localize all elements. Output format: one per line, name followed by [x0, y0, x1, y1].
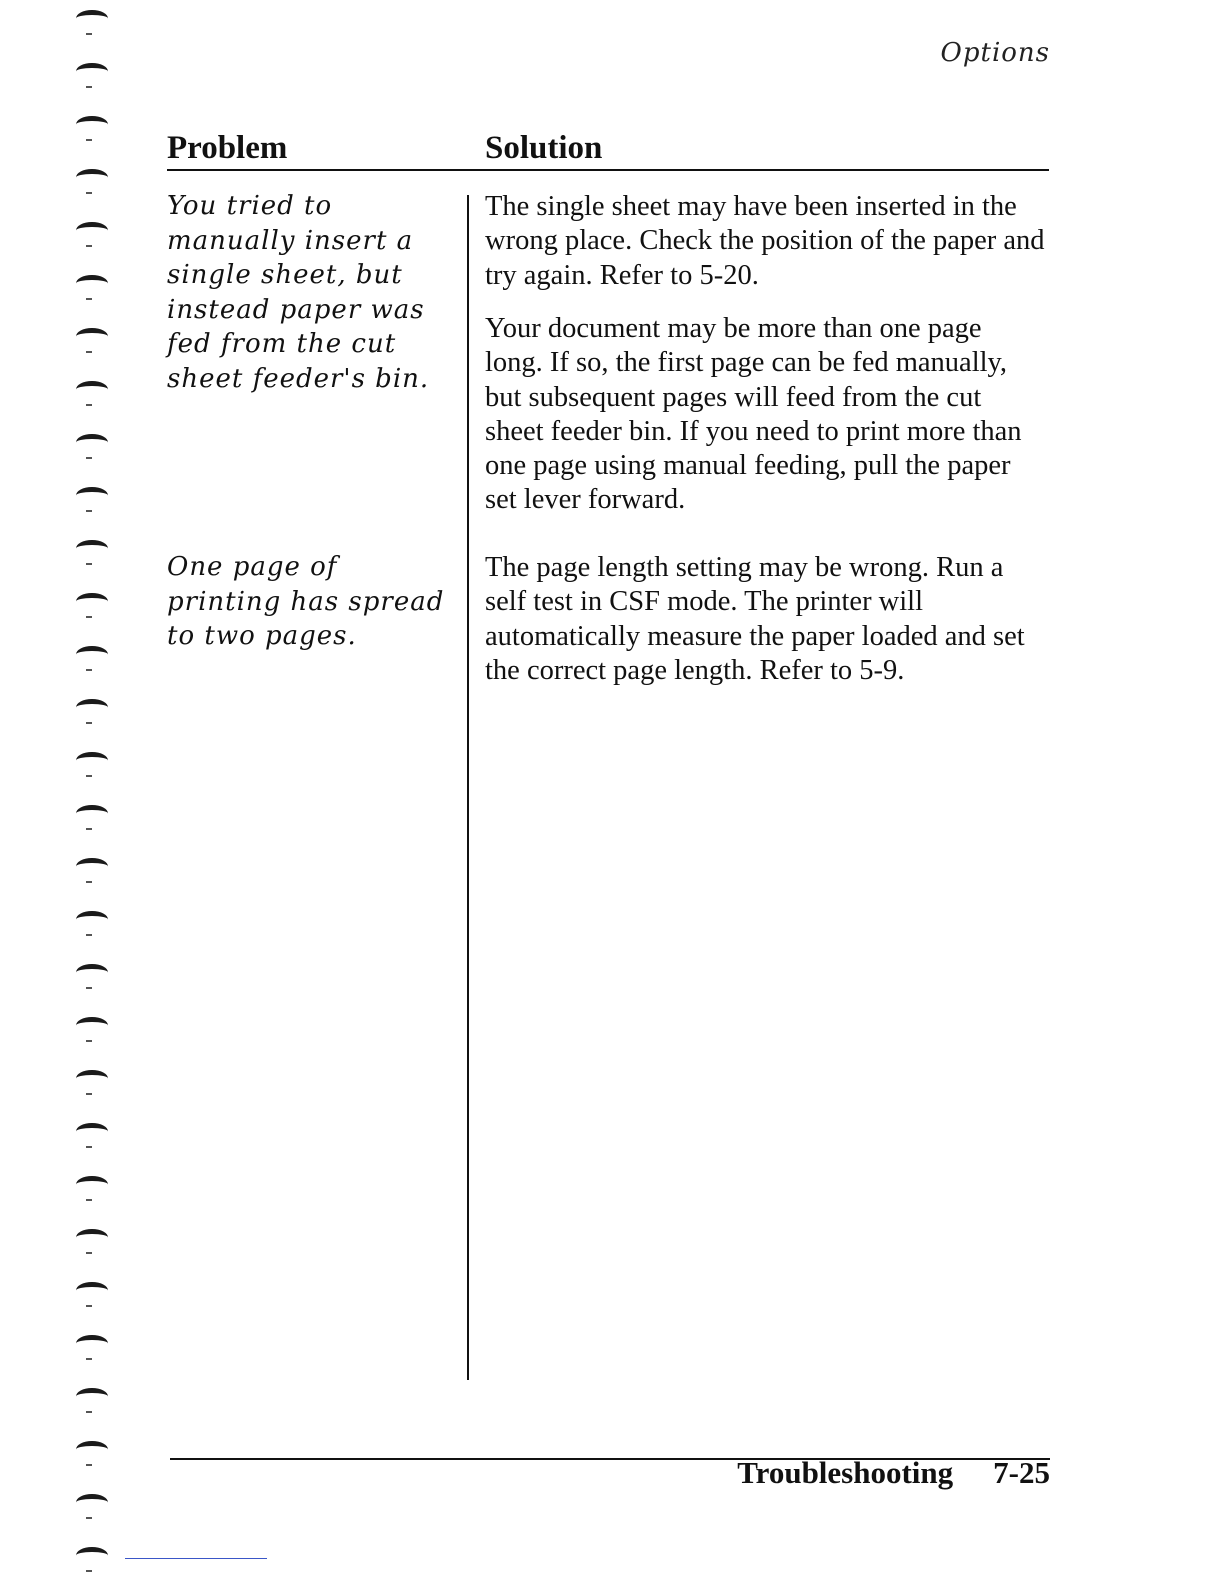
binding-ring-icon: [76, 646, 108, 663]
problem-column-heading: Problem: [167, 130, 288, 166]
binding-ring-icon: [76, 1176, 108, 1193]
binding-ring-icon: [76, 858, 108, 875]
binding-ring-icon: [76, 275, 108, 292]
page-number: 7-25: [993, 1455, 1050, 1490]
binding-ring-icon: [76, 63, 108, 80]
solution-column-heading: Solution: [485, 130, 603, 166]
binding-ring-icon: [76, 328, 108, 345]
binding-ring-icon: [76, 1229, 108, 1246]
problem-text: One page of printing has spread to two pages.: [167, 552, 445, 651]
binding-ring-icon: [76, 1335, 108, 1352]
binding-ring-icon: [76, 540, 108, 557]
binding-ring-icon: [76, 222, 108, 239]
binding-ring-icon: [76, 1070, 108, 1087]
binding-ring-icon: [76, 1017, 108, 1034]
binding-ring-icon: [76, 911, 108, 928]
running-head: Options: [940, 38, 1050, 68]
binding-ring-icon: [76, 593, 108, 610]
solution-text: The page length setting may be wrong. Run a self test in CSF mode. The printer will automatically measure the paper loaded and set the correct page length. Refer to 5-9.: [485, 552, 1025, 686]
solution-text: The single sheet may have been inserted in the wrong place. Check the position of the paper and try again. Refer to 5-20.: [485, 191, 1045, 291]
column-divider: [467, 195, 469, 1380]
binding-ring-icon: [76, 1441, 108, 1458]
problem-text: You tried to manually insert a single sheet, but instead paper was fed from the cut sheet feeder's bin.: [167, 191, 430, 394]
binding-ring-icon: [76, 1282, 108, 1299]
binding-ring-icon: [76, 381, 108, 398]
binding-ring-icon: [76, 487, 108, 504]
binding-ring-icon: [76, 752, 108, 769]
solution-text: Your document may be more than one page long. If so, the first page can be fed manually, but subsequent pages will feed from the cut sheet feeder bin. If you need to print more than one page using manual feeding, pull the paper set lever forward.: [485, 313, 1022, 516]
binding-ring-icon: [76, 434, 108, 451]
page-footer: [737, 1455, 1050, 1491]
binding-ring-icon: [76, 1494, 108, 1511]
spiral-binding: [68, 0, 118, 1584]
footer-section-title: Troubleshooting: [737, 1455, 954, 1490]
heading-rule: [167, 169, 1049, 171]
binding-ring-icon: [76, 1547, 108, 1564]
binding-ring-icon: [76, 699, 108, 716]
binding-ring-icon: [76, 964, 108, 981]
binding-ring-icon: [76, 1123, 108, 1140]
binding-ring-icon: [76, 10, 108, 27]
binding-ring-icon: [76, 116, 108, 133]
binding-ring-icon: [76, 805, 108, 822]
scan-edge-line: [125, 1558, 267, 1559]
binding-ring-icon: [76, 1388, 108, 1405]
binding-ring-icon: [76, 169, 108, 186]
